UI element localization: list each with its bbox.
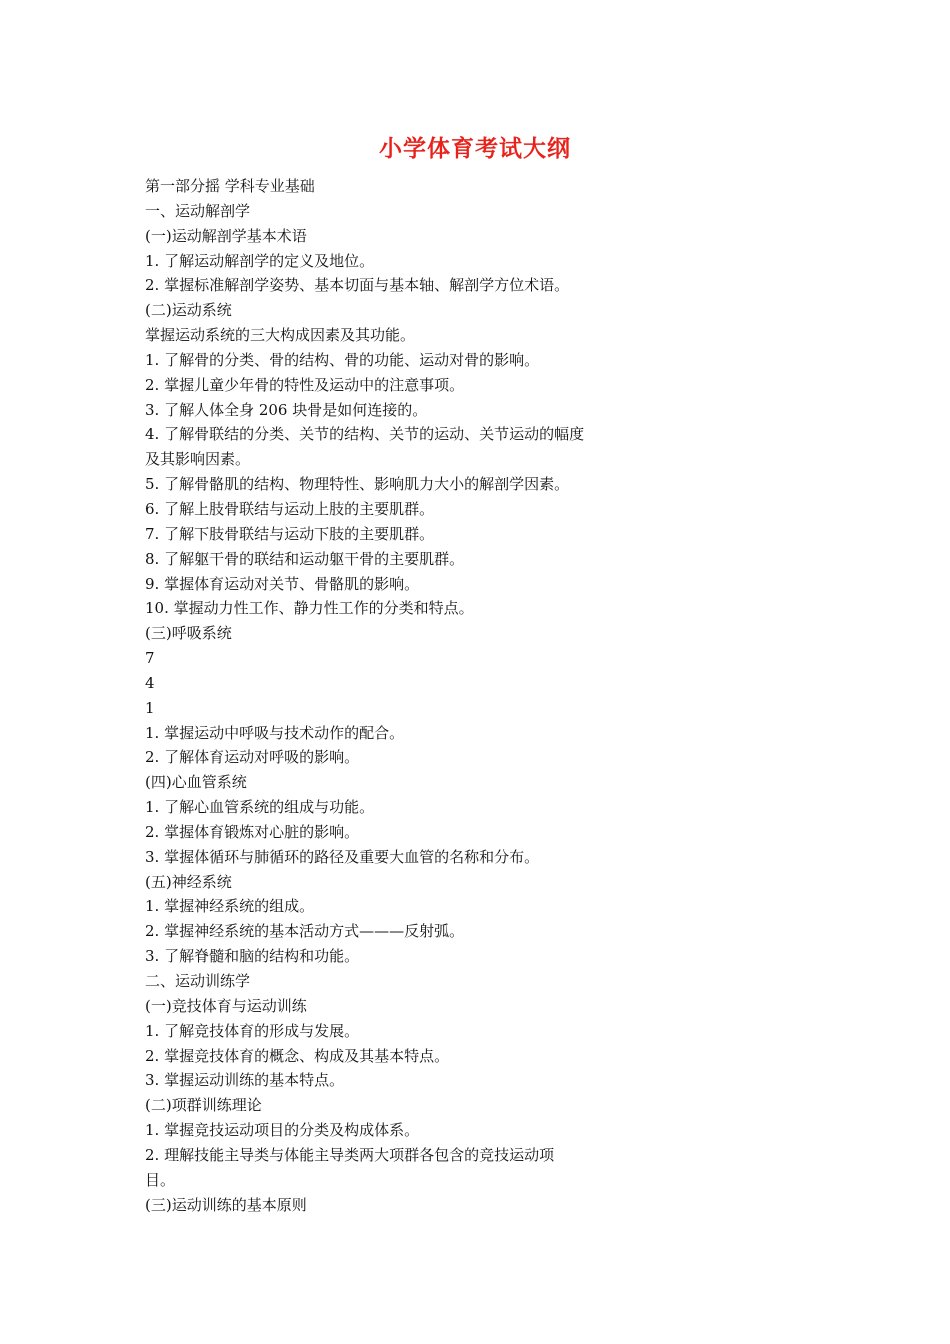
text-line: 1. 了解运动解剖学的定义及地位。 [145,251,375,270]
text-line: 1 [145,698,155,717]
text-line: (三)呼吸系统 [145,624,232,643]
text-line: 一、运动解剖学 [145,201,251,220]
text-line: 3. 了解脊髓和脑的结构和功能。 [145,947,360,966]
text-line: 二、运动训练学 [145,972,251,990]
text-line: (五)神经系统 [145,872,232,891]
text-line: 3. 掌握运动训练的基本特点。 [145,1071,345,1090]
text-line: 2. 理解技能主导类与体能主导类两大项群各包含的竞技运动项 [145,1145,555,1164]
text-line: 目。 [145,1170,176,1189]
text-line: (三)运动训练的基本原则 [145,1195,307,1214]
text-line: 1. 了解竞技体育的形成与发展。 [145,1021,360,1040]
text-line: 7. 了解下肢骨联结与运动下肢的主要肌群。 [145,524,435,543]
text-line: 4. 了解骨联结的分类、关节的结构、关节的运动、关节运动的幅度 [145,425,585,444]
text-line: 1. 了解心血管系统的组成与功能。 [145,798,375,817]
text-line: (一)竞技体育与运动训练 [145,996,307,1015]
text-line: 4 [145,673,155,692]
text-line: 掌握运动系统的三大构成因素及其功能。 [145,326,416,345]
text-line: 1. 了解骨的分类、骨的结构、骨的功能、运动对骨的影响。 [145,350,540,369]
text-line: 2. 掌握标准解剖学姿势、基本切面与基本轴、解剖学方位术语。 [145,276,570,295]
text-line: 及其影响因素。 [145,450,251,469]
text-line: 7 [145,649,155,668]
text-line: 8. 了解躯干骨的联结和运动躯干骨的主要肌群。 [145,549,465,568]
text-line: (一)运动解剖学基本术语 [145,226,307,245]
text-line: 2. 掌握儿童少年骨的特性及运动中的注意事项。 [145,375,465,394]
text-line: 2. 掌握竞技体育的概念、构成及其基本特点。 [145,1046,450,1065]
text-line: 1. 掌握神经系统的组成。 [145,897,315,916]
text-line: 3. 了解人体全身 206 块骨是如何连接的。 [145,400,428,419]
text-line: (二)项群训练理论 [145,1096,262,1115]
text-line: 1. 掌握竞技运动项目的分类及构成体系。 [145,1121,420,1140]
document-title: 小学体育考试大纲 [379,135,571,162]
text-line: (四)心血管系统 [145,773,247,792]
text-line: 5. 了解骨骼肌的结构、物理特性、影响肌力大小的解剖学因素。 [145,475,570,494]
document-body [145,174,645,1217]
text-line: 10. 掌握动力性工作、静力性工作的分类和特点。 [145,599,474,618]
text-line: 2. 掌握体育锻炼对心脏的影响。 [145,822,360,841]
text-line: 9. 掌握体育运动对关节、骨骼肌的影响。 [145,574,420,593]
text-line: 6. 了解上肢骨联结与运动上肢的主要肌群。 [145,499,435,518]
text-line: 2. 掌握神经系统的基本活动方式———反射弧。 [145,922,465,941]
text-line: 2. 了解体育运动对呼吸的影响。 [145,748,360,767]
text-line: 1. 掌握运动中呼吸与技术动作的配合。 [145,723,405,742]
text-line: 3. 掌握体循环与肺循环的路径及重要大血管的名称和分布。 [145,847,540,866]
text-line: (二)运动系统 [145,301,232,320]
text-line: 第一部分摇 学科专业基础 [145,177,315,195]
